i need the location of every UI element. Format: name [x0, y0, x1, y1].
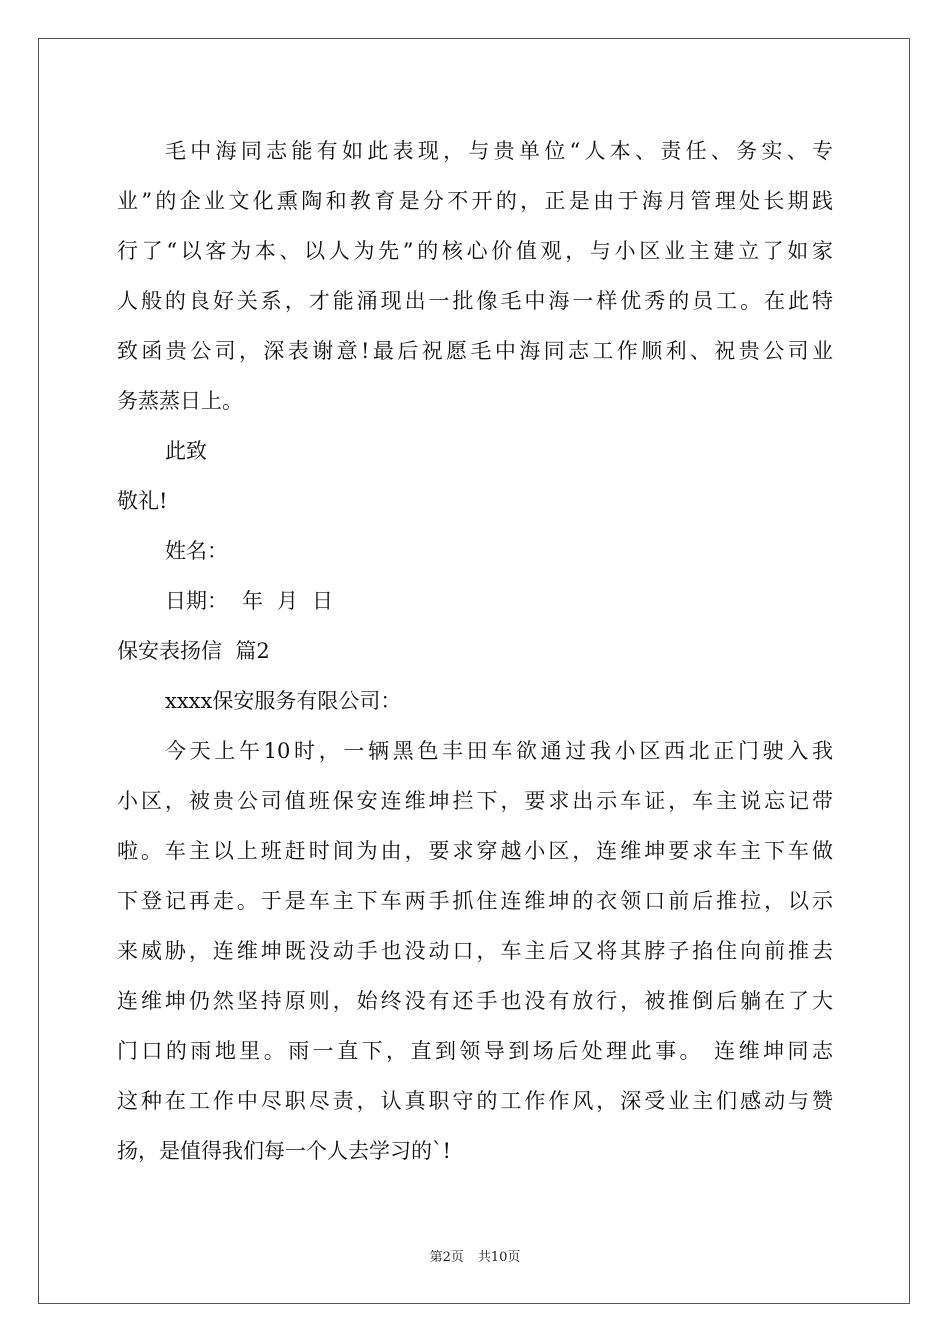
date-month: 月	[277, 589, 298, 613]
closing-greeting: 此致	[165, 439, 207, 463]
paragraph-line: 扬，是值得我们每一个人去学习的`!	[117, 1139, 451, 1163]
page-footer	[0, 1246, 950, 1265]
paragraph-line: 行了“以客为本、以人为先”的核心价值观，与小区业主建立了如家	[117, 239, 833, 263]
salutation: xxxx保安服务有限公司：	[165, 689, 402, 713]
section-title: 保安表扬信 篇2	[117, 639, 270, 663]
paragraph-line: 务蒸蒸日上。	[117, 389, 243, 413]
paragraph-line: 下登记再走。于是车主下车两手抓住连维坤的衣领口前后推拉，以示	[117, 889, 833, 913]
closing-salute: 敬礼!	[117, 489, 168, 513]
paragraph-line: 今天上午10时，一辆黑色丰田车欲通过我小区西北正门驶入我	[165, 739, 833, 763]
paragraph-line: 啦。车主以上班赶时间为由，要求穿越小区，连维坤要求车主下车做	[117, 839, 833, 863]
name-label: 姓名：	[165, 539, 228, 563]
paragraph-line: 业”的企业文化熏陶和教育是分不开的，正是由于海月管理处长期践	[117, 189, 833, 213]
paragraph-line: 来威胁，连维坤既没动手也没动口，车主后又将其脖子掐住向前推去	[117, 939, 833, 963]
paragraph-line: 这种在工作中尽职尽责，认真职守的工作作风，深受业主们感动与赞	[117, 1089, 833, 1113]
document-body	[117, 126, 833, 1176]
date-year: 年	[242, 589, 263, 613]
date-label: 日期：	[165, 589, 228, 613]
paragraph-line: 门口的雨地里。雨一直下，直到领导到场后处理此事。 连维坤同志	[117, 1039, 833, 1063]
date-day: 日	[312, 589, 333, 613]
paragraph-line: 人般的良好关系，才能涌现出一批像毛中海一样优秀的员工。在此特	[117, 289, 833, 313]
paragraph-line: 致函贵公司，深表谢意!最后祝愿毛中海同志工作顺利、祝贵公司业	[117, 339, 833, 363]
paragraph-line: 小区，被贵公司值班保安连维坤拦下，要求出示车证，车主说忘记带	[117, 789, 833, 813]
date-line	[117, 576, 833, 626]
paragraph-line: 毛中海同志能有如此表现，与贵单位“人本、责任、务实、专	[165, 139, 833, 163]
paragraph-line: 连维坤仍然坚持原则，始终没有还手也没有放行，被推倒后躺在了大	[117, 989, 833, 1013]
page-total: 共10页	[477, 1250, 521, 1265]
page-number: 第2页	[429, 1250, 464, 1265]
